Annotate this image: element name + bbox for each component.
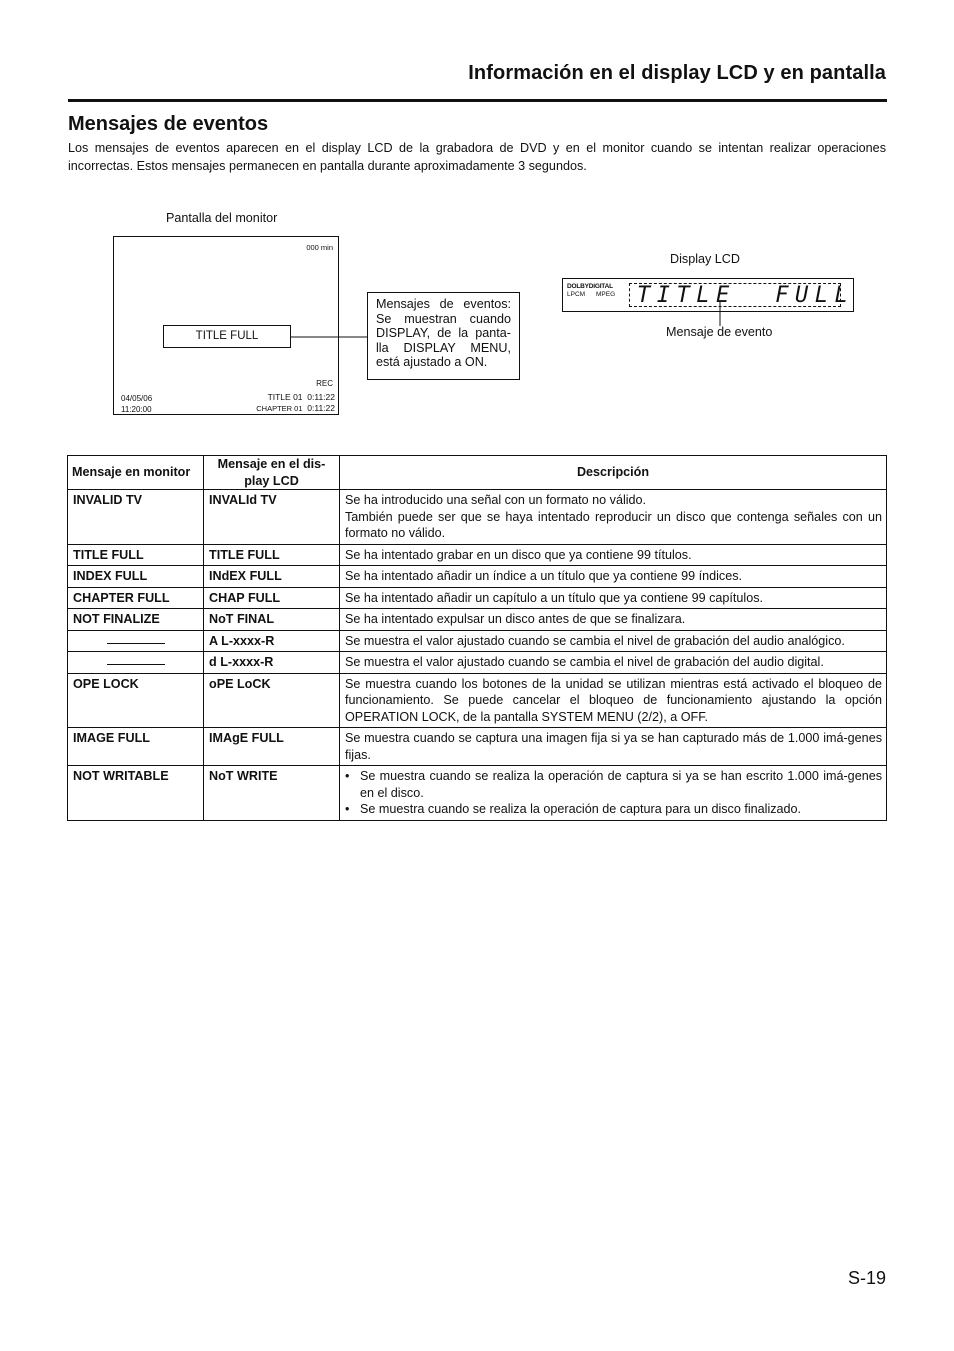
table-row [68,566,887,588]
osd-title-label: TITLE 01 [267,392,303,402]
osd-date: 04/05/06 [121,394,153,403]
monitor-message-cell: INDEX FULL [68,566,204,588]
table-row [68,630,887,652]
description-cell: Se ha intentado añadir un índice a un título que ya contiene 99 índices. [340,566,887,588]
lcd-message-cell: NoT FINAL [204,609,340,631]
description-cell: Se ha intentado grabar en un disco que ya contiene 99 títulos. [340,544,887,566]
description-cell: Se ha intentado añadir un capítulo a un título que ya contiene 99 capítulos. [340,587,887,609]
osd-title-time: 0:11:22 [307,392,335,402]
lcd-display-illustration [562,278,854,312]
monitor-message-cell: INVALID TV [68,490,204,545]
osd-rec-indicator: REC [316,379,333,388]
table-row [68,587,887,609]
monitor-message-cell: NOT WRITABLE [68,766,204,821]
monitor-message-cell: IMAGE FULL [68,728,204,766]
osd-time-remaining: 000 min [306,243,333,252]
osd-time: 11:20:00 [121,405,152,414]
monitor-message-cell-empty [68,652,204,674]
lcd-message-cell: INdEX FULL [204,566,340,588]
description-bullet: • Se muestra cuando se realiza la operación de captura si ya se han escrito 1.000 imá-genes en el disco. [345,768,882,801]
page-number: S-19 [847,1268,886,1288]
monitor-message-cell: NOT FINALIZE [68,609,204,631]
description-bullet-list [345,768,882,818]
osd-chapter-label: CHAPTER 01 [256,404,303,413]
page-header-title: Información en el display LCD y en pantalla [468,62,886,84]
lcd-message-cell: TITLE FULL [204,544,340,566]
lcd-message-cell: oPE LoCK [204,673,340,728]
description-cell [340,490,887,545]
monitor-caption: Pantalla del monitor [166,211,278,225]
lcd-lpcm-indicator: LPCM [567,291,586,298]
description-line: También puede ser que se haya intentado reproducir un disco que contenga señales con un formato no válido. [345,509,882,540]
monitor-message-cell: CHAPTER FULL [68,587,204,609]
description-cell: Se muestra cuando los botones de la unidad se utilizan mientras está activado el bloqueo de funcionamiento. Se puede cancelar el bloqueo de funcionamiento ajustando la opción OPERATION LOCK, de la pantalla SYSTEM MENU (2/2), a OFF. [340,673,887,728]
osd-chapter-time: 0:11:22 [307,403,335,413]
description-cell [340,766,887,821]
header-lcd-message: Mensaje en el dis-play LCD [204,456,340,490]
table-row [68,609,887,631]
table-row [68,544,887,566]
description-cell: Se ha intentado expulsar un disco antes de que se finalizara. [340,609,887,631]
header-description: Descripción [340,456,887,490]
no-monitor-message-line [107,664,165,665]
description-cell: Se muestra el valor ajustado cuando se cambia el nivel de grabación del audio analógico. [340,630,887,652]
description-cell: Se muestra cuando se captura una imagen fija si ya se han capturado más de 1.000 imá-genes fijas. [340,728,887,766]
lcd-segment-text: TITLE FULL [637,283,855,308]
lcd-message-cell: INVALId TV [204,490,340,545]
lcd-message-cell: d L-xxxx-R [204,652,340,674]
table-header-row [68,456,887,490]
lcd-event-caption: Mensaje de evento [666,325,773,339]
table-row [68,490,887,545]
description-cell: Se muestra el valor ajustado cuando se cambia el nivel de grabación del audio digital. [340,652,887,674]
lcd-dolby-indicator: DOLBYDIGITAL [567,283,613,290]
lcd-caption: Display LCD [670,252,740,266]
lcd-message-cell: A L-xxxx-R [204,630,340,652]
monitor-message-cell: TITLE FULL [68,544,204,566]
osd-event-message: TITLE FULL [163,325,291,348]
lcd-segment-area [629,283,855,308]
description-line: Se ha introducido una señal con un formato no válido. [345,493,647,507]
event-message-callout: Mensajes de eventos: Se muestran cuando DISPLAY, de la panta-lla DISPLAY MENU, está ajustado a ON. [367,292,520,380]
lcd-message-cell: NoT WRITE [204,766,340,821]
no-monitor-message-line [107,643,165,644]
lcd-message-cell: IMAgE FULL [204,728,340,766]
lcd-mpeg-indicator: MPEG [596,291,616,298]
monitor-message-cell: OPE LOCK [68,673,204,728]
table-row [68,728,887,766]
section-title: Mensajes de eventos [68,113,269,135]
table-row [68,673,887,728]
table-row [68,652,887,674]
table-row [68,766,887,821]
description-bullet: • Se muestra cuando se realiza la operación de captura para un disco finalizado. [345,801,882,818]
lcd-message-cell: CHAP FULL [204,587,340,609]
intro-paragraph: Los mensajes de eventos aparecen en el display LCD de la grabadora de DVD y en el monitor cuando se intentan realizar operaciones incorrectas. Estos mensajes permanecen en pantalla durante aproximadamente 3 segundos. [68,141,886,173]
monitor-message-cell-empty [68,630,204,652]
event-messages-table [67,455,887,821]
leader-lines [0,0,954,460]
header-monitor-message: Mensaje en monitor [68,456,204,490]
